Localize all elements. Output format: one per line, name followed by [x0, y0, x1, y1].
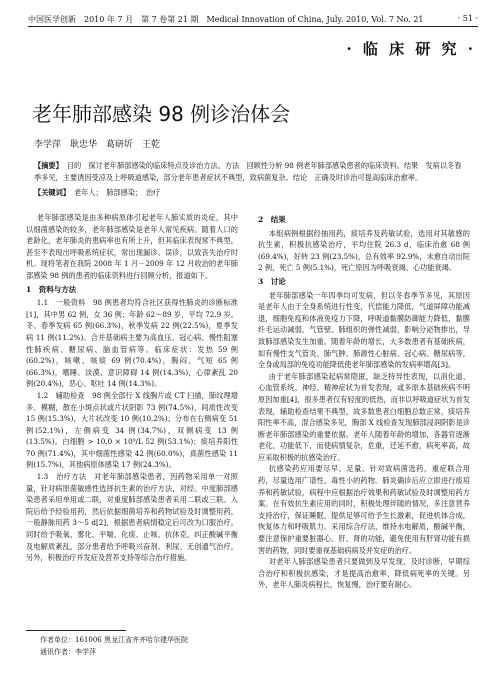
journal-info: 中国医学创新 2010 年 7 月 第 7 卷第 21 期 Medical Innovation of China, July. 2010, Vol. 7 No. 21 — [28, 15, 424, 24]
abstract-label: 【摘要】 — [34, 161, 63, 170]
paragraph: 1.1 一般资料 98 例患者均符合社区获得性肺炎的诊断标准[1]，其中男 62 例，女 36 例；年龄 62～89 岁，平均 72.9 岁。冬、春季发病 65 例(66.3%)，秋季发病 22 例(22.5%)，夏季发病 11 例(11.2%)。合并基础病主要为高血压、冠心病、慢性阻塞性肺疾病、糖尿病、脑血管病等。临床症状：发热 59 例(60.2%)，咳嗽、咳痰 69 例(70.4%)，胸闷、气短 65 例(66.3%)，嗜睡、淡漠、意识障碍 14 例(14.3%)，心律紊乱 20 例(20.4%)，恶心、呕吐 14 例(14.3%)。 — [26, 298, 238, 389]
abstract — [34, 160, 464, 199]
paragraph: 抗感染药应用要尽早、足量、针对致病菌选药，重症联合用药，尽量选用广谱性、毒性小的药物。肺炎确诊后应立即进行痰培养和药敏试验，病程中应根据治疗效果和药敏试验及时调整用药方案。在有效抗生素应用的同时，积极处理伴随的情况，多注意营养支持治疗，保证睡眠，提供足够可给予生长激素，促进机体合成，恢复体力和呼吸肌力。采用综合疗法，维持水电解质，酸碱平衡，要注意保护重要脏器心、肝、肾的功能，避免使用有肝肾功能有损害的药物，同时要重视基础病病及并发症的治疗。 — [258, 464, 470, 555]
footnote — [40, 634, 188, 658]
paragraph: 本组病例根据经抽用药，痰培养及药敏试验，选用对其敏感的抗生素，积极抗感染治疗，平均住院 26.3 d，临床治愈 68 例(69.4%)，好转 23 例(23.5%)，总有效率 92.9%，未愈自动出院 2 例，死亡 5 例(5.1%)，死亡原因为呼吸衰竭、心功能衰竭。 — [258, 228, 470, 273]
abstract-text: 目的 探讨老年肺部感染的临床特点及诊治方法。方法 回顾性分析 98 例老年肺部感染患者的临床资料。结果 发病以冬春季多见，主要诱因受凉及上呼吸道感染，部分老年患者症状不典型，致病菌复杂。结论 正确及时诊治可提高临床治愈率。 — [34, 161, 462, 182]
paragraph: 由于老年肺部感染起病常隐匿，缺乏特异性表现，以消化道、心血管系统、神经、精神症状为首发表现，或多原本基础疾病不明原因加重[4]，很多患者仅有轻度的低热，而非以呼吸道症状为首发表现，辅助检查结果不典型，故多数患者白细胞总数正常，痰培养阳性率不高，混合感染多见，胸部 X 线检查发现肺部浸润阴影是诊断老年肺部感染的重要依据。老年人随着年龄的增加，各器官逐渐老化，功能低下，而使病情复杂，危重，迁延不愈，病死率高，故应采取积极的抗感染治疗。 — [258, 371, 470, 462]
right-column — [258, 212, 470, 591]
abstract-body — [34, 160, 464, 183]
paragraph: 老年肺部感染一年四季均可发病，但以冬春季节多见，其原因是老年人由于全身系统进行性变，代偿能力降低，气道屏障功能减退，细胞免疫和体液免疫力下降，呼吸道黏膜防御能力降低，黏膜纤毛运动减弱，气管壁、肺组织的弹性减弱，影响分泌物排出，导致肺部感染发生加重。随着年龄的增长，大多数患者有基础疾病，如有慢性支气管炎、肺气肿、肺源性心脏病、冠心病、糖尿病等，全身或局部的免疫功能降低使老年肺部感染的发病率增高[3]。 — [258, 290, 470, 370]
paragraph: 1.2 辅助检查 98 例全部行 X 线胸片或 CT 扫描，肺纹理增多、模糊，散在小斑点状或片状阴影 73 例(74.5%)，间质性改变 15 例(15.3%)，大片状改变 10 例(10.2%)；分布在右侧病变 51 例(52.1%)，左侧病变 34 例(34.7%)，双侧病变 13 例(13.5%)。白细胞 > 10.0 × 10⁹/L 52 例(53.1%)；痰培养阳性 70 例(71.4%)，其中细菌性感染 42 例(60.0%)，真菌性感染 11 例(15.7%)，其他病原体感染 17 例(24.3%)。 — [26, 390, 238, 470]
section-heading: 2 结果 — [258, 215, 286, 224]
author-affiliation: 作者单位：161006 黑龙江省齐齐哈尔建华医院 — [40, 636, 188, 644]
header-rule — [28, 26, 478, 27]
paragraph: 对老年人肺部感染患者只要做到及早发现、及时诊断，早期综合治疗和积极抗感染，才是提高治愈率，降低病死率的关键。另外，老年人肺炎病程长，恢复慢，治疗要有耐心。 — [258, 557, 470, 590]
section-heading: 3 讨论 — [258, 276, 286, 286]
paragraph: 1.3 治疗方法 对老年肺部感染患者，因药物采用单一对照量，针对病原菌敏感性选择抗生素的治疗方法，对经、中度肺部感染患者采用单用或二联，对重度肺部感染患者采用二联或三联。入院后给予经验用药，然后依据细菌培养和药物试验及时调整用药，一般静脉用药 3～5 d[2]，根据患者病情稳定后可改为口服治疗。同时给予吸氧、雾化、平喘、化痰、止咳、抗休克、纠正酸碱平衡及电解质紊乱，部分患者给予呼吸兴奋剂、利尿、无创通气治疗，另外，积极治疗并发症及营养支持等综合治疗措施。 — [26, 472, 238, 563]
section-tag: · 临 床 研 究 · — [346, 40, 476, 58]
corresponding-author: 通讯作者：李学萍 — [40, 648, 96, 656]
keywords-text: 老年人； 肺部感染； 治疗 — [73, 188, 161, 197]
section-heading: 1 资料与方法 — [26, 284, 77, 294]
keywords-label: 【关键词】 — [34, 188, 70, 197]
footnote-rule — [26, 630, 126, 631]
article-title: 老年肺部感染 98 例诊治体会 — [32, 102, 291, 126]
paragraph: 老年肺部感染是由多种病原体引起老年人肺实质的炎症，其中以细菌感染的较多，老年肺部感染是老年人常见疾病。随着人口的老龄化，老年肺炎的患病率也有所上升，但其临床表现常不典型，甚至不表现出呼吸系统症状，常出现漏诊、误诊，以致丧失治疗时机。现将笔者在我院 2008 年 1 月－2009 年 12 月收治的老年肺部感染 98 例的患者的临床资料进行回顾分析，报道如下。 — [26, 213, 238, 280]
left-column — [26, 212, 238, 564]
keywords — [34, 187, 464, 199]
authors: 李学萍 耿忠华 葛研圻 王乾 — [34, 140, 161, 150]
page-number: · 51 · — [457, 14, 478, 23]
running-header — [28, 14, 478, 25]
